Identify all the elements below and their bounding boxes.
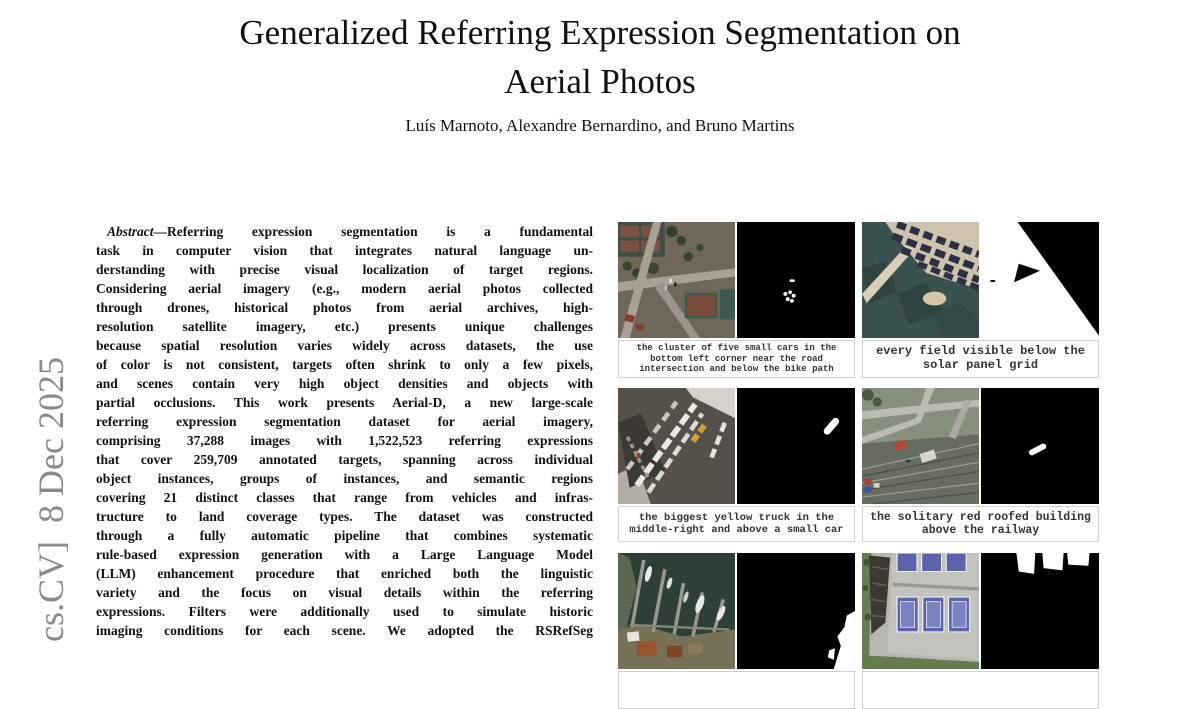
panel-caption: the cluster of five small cars in the bottom left corner near the road intersection and below the bike path [618, 340, 855, 378]
panel-caption [618, 671, 855, 709]
abstract-line: Considering aerial imagery (e.g., modern aerial photos collected [96, 281, 593, 296]
segmentation-mask-building [981, 388, 1099, 504]
paper-title-line1: Generalized Referring Expression Segmentation on [239, 13, 961, 52]
abstract-line: through a fully automatic pipeline that combines systematic [96, 528, 593, 543]
aerial-photo-solar-farm [862, 222, 979, 338]
aerial-photo-tennis-courts [862, 553, 979, 669]
segmentation-mask-fields [981, 222, 1099, 338]
panel-caption: the solitary red roofed building above the railway [862, 506, 1099, 542]
abstract-line: through drones, historical photos from aerial archives, high- [96, 300, 593, 315]
abstract-line: and scenes contain very high object densities and objects with [96, 376, 593, 391]
abstract-text: Referring expression segmentation is a fundamental [167, 224, 593, 239]
abstract [96, 222, 593, 640]
abstract-line: of color is not consistent, targets often shrink to only a few pixels, [96, 357, 593, 372]
abstract-line: comprising 37,288 images with 1,522,523 referring expressions [96, 433, 593, 448]
abstract-line: tructure to land coverage types. The dataset was constructed [96, 509, 593, 524]
panel-caption: the biggest yellow truck in the middle-right and above a small car [618, 506, 855, 542]
authors-line: Luís Marnoto, Alexandre Bernardino, and Bruno Martins [405, 116, 795, 135]
paper-title [0, 8, 1200, 106]
abstract-line: resolution satellite imagery, etc.) presents unique challenges [96, 319, 593, 334]
abstract-line: referring expression segmentation dataset for aerial imagery, [96, 414, 593, 429]
paper-title-line2: Aerial Photos [504, 62, 696, 101]
abstract-body [96, 241, 593, 640]
segmentation-mask-boats [737, 553, 855, 669]
abstract-label: Abstract— [107, 224, 168, 239]
aerial-photo-marina [618, 553, 735, 669]
abstract-line [96, 222, 593, 241]
abstract-line: derstanding with precise visual localization of target regions. [96, 262, 593, 277]
abstract-line: that cover 259,709 annotated targets, spanning across individual [96, 452, 593, 467]
segmentation-mask-cars [737, 222, 855, 338]
abstract-line: object instances, groups of instances, and semantic regions [96, 471, 593, 486]
panel-caption [862, 671, 1099, 709]
segmentation-mask-courts [981, 553, 1099, 669]
abstract-line: imaging conditions for each scene. We adopted the RSRefSeg [96, 623, 593, 638]
panel-caption: every field visible below the solar panel grid [862, 340, 1099, 378]
aerial-photo-road-intersection [618, 222, 735, 338]
abstract-line: expressions. Filters were additionally used to simulate historic [96, 604, 593, 619]
abstract-line: because spatial resolution varies widely across datasets, the use [96, 338, 593, 353]
segmentation-mask-truck [737, 388, 855, 504]
abstract-line: covering 21 distinct classes that range from vehicles and infras- [96, 490, 593, 505]
abstract-line: (LLM) enhancement procedure that enriched both the linguistic [96, 566, 593, 581]
aerial-photo-railway [862, 388, 979, 504]
arxiv-banner: cs.CV] 8 Dec 2025 [31, 357, 71, 642]
abstract-line: partial occlusions. This work presents Aerial-D, a new large-scale [96, 395, 593, 410]
abstract-line: variety and the focus on visual details within the referring [96, 585, 593, 600]
abstract-line: task in computer vision that integrates natural language un- [96, 243, 593, 258]
aerial-photo-truck-depot [618, 388, 735, 504]
abstract-line: rule-based expression generation with a Large Language Model [96, 547, 593, 562]
